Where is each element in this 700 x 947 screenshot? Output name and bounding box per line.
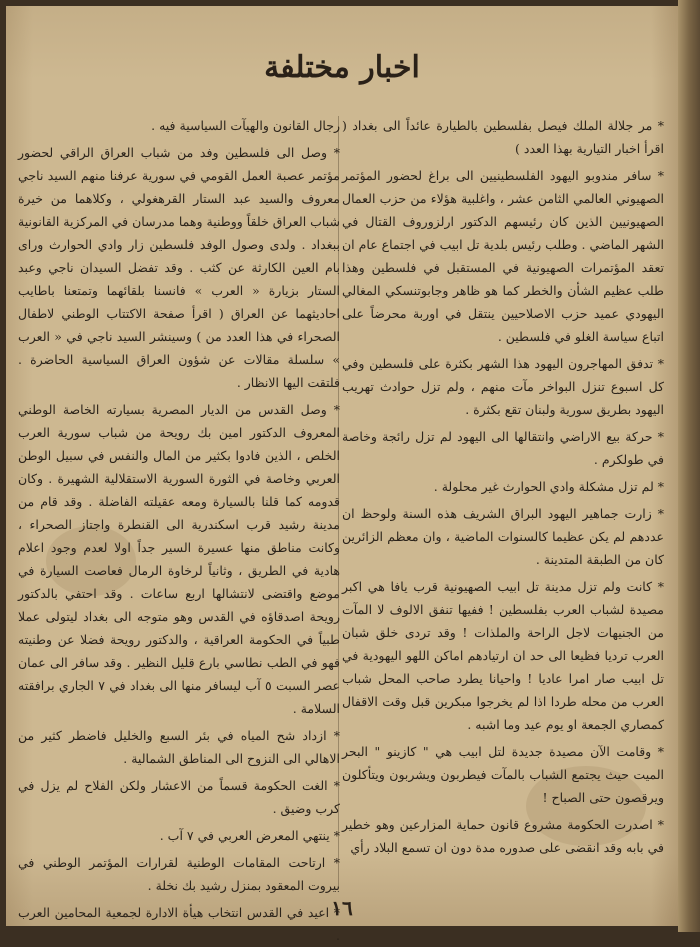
news-item: * ارتاحت المقامات الوطنية لقرارات المؤتمر الوطني في بيروت المعقود بمنزل رشيد بك نخلة .: [18, 855, 340, 893]
news-item: * كانت ولم تزل مدينة تل ابيب الصهيونية قرب يافا هي اكبر مصيدة لشباب العرب بفلسطين ! ففيها تنفق الالوف لا المآت من الجنيهات لاجل الراحة والملذات ! وقد تردى خلق شبان العرب ترديا فظيعا الى حد ان ارتيادهم اماكن اللهو اليهودية في تل ابيب صار امرا عاديا ! واحيانا يطرد صاحب المحل شباب العرب من محله طردا اذا لم يخرجوا مبكرين قبل وقت الاقفال كمصاري الجمعة او يوم عيد وما اشبه .: [342, 579, 664, 732]
page-number: ١٦: [331, 896, 353, 920]
news-item: * اعيد في القدس انتخاب هيأة الادارة لجمعية المحامين العرب .: [18, 905, 340, 943]
news-item: * سافر مندوبو اليهود الفلسطينيين الى براغ لحضور المؤتمر الصهيوني العالمي الثامن عشر ، واغلبية هؤلاء من حزب العمال الصهيونيين الذين كان رئيسهم الدكتور ارلزوروف القتال في الشهر الماضي . وطلب رئيس بلدية تل ابيب في اجتماع عام ان تعقد المؤتمرات الصهيونية في المستقبل في فلسطين وهذا طلب عظيم الشأن والخطر كما هو ظاهر وجابوتنسكي المغالي اليهودي عميد حزب الاصلاحيين ينتقل في اوربة محرضاً على اتباع سياسة الغلو في فلسطين .: [342, 168, 664, 344]
news-item: * اصدرت الحكومة مشروع قانون حماية المزارعين وهو خطير في بابه وقد انقضى على صدوره مدة دون ان تسمع البلاد رأي: [342, 817, 664, 855]
news-item: * لم تزل مشكلة وادي الحوارث غير محلولة .: [433, 479, 664, 494]
news-item: * وقامت الآن مصيدة جديدة لتل ابيب هي " كازينو " البحر الميت حيث يجتمع الشباب بالمآت فيطربون ويشربون ويتأكلون ويرقصون حتى الصباح !: [342, 744, 664, 805]
news-item: * ازداد شح المياه في بئر السبع والخليل فاضطر كثير من الاهالي الى النزوح الى المناطق الشمالية .: [18, 728, 340, 766]
news-item: * حركة بيع الاراضي وانتقالها الى اليهود لم تزل رائجة وخاصة في طولكرم .: [342, 429, 664, 467]
news-item: * مر جلالة الملك فيصل بفلسطين بالطيارة عائداً الى بغداد ( اقرأ اخبار التيارية بهذا العدد ): [342, 118, 664, 156]
newspaper-page: [6, 6, 678, 943]
news-item: * زارت جماهير اليهود البراق الشريف هذه السنة ولوحظ ان عددهم لم يكن عظيما كالسنوات الماضية ، وان معظم الزائرين كان من الطبقة المتدينة .: [342, 506, 664, 567]
news-item: * الغت الحكومة قسماً من الاعشار ولكن الفلاح لم يزل في كرب وضيق .: [18, 778, 340, 816]
news-item: * تدفق المهاجرون اليهود هذا الشهر بكثرة على فلسطين وفي كل اسبوع تنزل البواخر مآت منهم ، ولم تزل حوادث تهريب اليهود بطريق سورية ولبنان تقع بكثرة .: [342, 356, 664, 417]
news-item: * وصل الى فلسطين وفد من شباب العراق الراقي لحضور مؤتمر عصبة العمل القومي في سورية عرفنا منهم السيد ناجي معروف والسيد عبد الستار القرهغولي ، وكلاهما من خيرة شباب العراق خلقاً ووطنية وهما مدرسان في المركزية القانونية ببغداد . ولدى وصول الوفد فلسطين زار وادي الحوارث وراى بام العين الكارثة عن كثب . وقد تفضل السيدان ناجي وعبد الستار بزيارة « العرب » فانسنا بلقائهما وتمتعنا باطايب احاديثهما عن العراق ( اقرأ صفحة الاكتتاب الوطني لاطفال الصحراء في هذا العدد من ) وسينشر السيد ناجي في « العرب » سلسلة مقالات عن شؤون العراق السياسية الحاضرة . فلتقت اليها الانظار .: [18, 145, 340, 390]
left-column: [18, 114, 340, 943]
news-item: * ينتهي المعرض العربي في ٧ آب .: [159, 828, 340, 843]
page-title: اخبار مختلفة: [264, 50, 420, 85]
book-edge: [678, 0, 700, 932]
right-column: [342, 114, 664, 894]
news-item: رجال القانون والهيآت السياسية فيه .: [151, 118, 340, 133]
news-item: * وصل القدس من الديار المصرية بسيارته الخاصة الوطني المعروف الدكتور امين بك رويحة من شباب سورية العرب الخلص ، الذين فادوا بكثير من المال والنفس في سبيل الوطن العربي وخاصة في الثورة السورية الاستقلالية الشهيرة . وكان قدومه كما قلنا بالسيارة ومعه عقيلته الفاضلة . وقد قام من مدينة رشيد قرب اسكندرية الى القنطرة واجتاز الصحراء ، وكانت مناطق منها عسيرة السير جداً اولا لعدم وجود اعلام هادية في الطريق ، وثانياً لرخاوة الرمال فعاصت السيارة في موضع واقتضى لانتشالها اربع ساعات . وقد احتفي بالدكتور رويحة اصدقاؤه في القدس وهو متوجه الى بغداد ليتولى عملا طبياً في الحكومة العراقية ، والدكتور رويحة فضلا عن وطنيته فهو في الطب نطاسي بارع قليل النظير . وقد سافر الى عمان عصر السبت ٥ آب ليسافر منها الى بغداد في ٧ الجاري برافقته السلامة .: [18, 402, 340, 716]
